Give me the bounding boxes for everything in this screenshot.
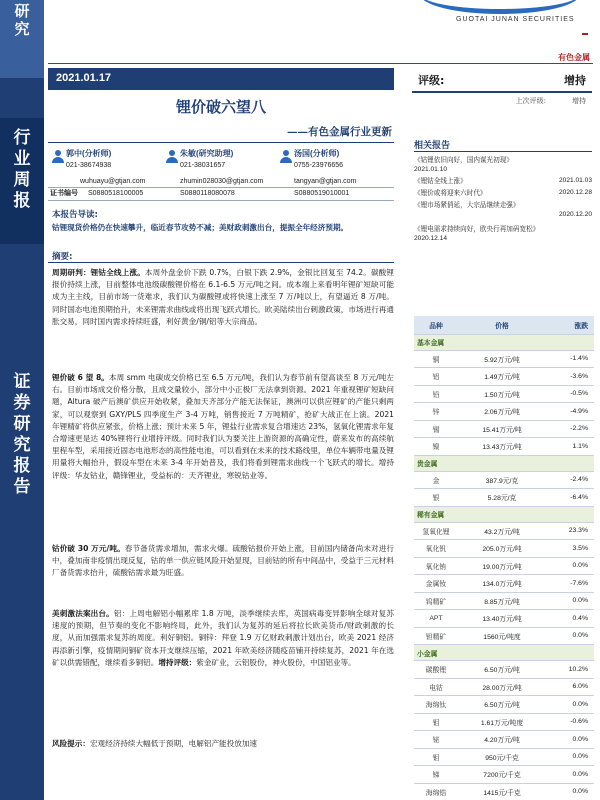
related-report-date: 2020.12.14 <box>414 235 448 242</box>
table-group-row <box>414 455 594 471</box>
paragraph-cobalt <box>52 543 394 580</box>
metal-name-cell: 铝 <box>414 368 458 386</box>
table-row <box>414 610 594 628</box>
change-cell: -3.6% <box>546 368 594 386</box>
side-strip <box>0 0 44 800</box>
metal-name-cell: 金 <box>414 471 458 489</box>
price-cell: 5.92万元/吨 <box>458 350 546 368</box>
table-group-row <box>414 645 594 661</box>
table-row <box>414 766 594 784</box>
brand-logo-text: GUOTAI JUNAN SECURITIES <box>456 16 575 23</box>
analyst-card <box>66 148 111 172</box>
analyst-cert: S0880118080078 <box>180 190 235 197</box>
title-divider <box>48 142 394 143</box>
related-report-date: 2020.12.20 <box>558 211 592 218</box>
price-cell: 28.00万元/吨 <box>458 678 546 696</box>
price-cell: 205.0万元/吨 <box>458 540 546 558</box>
table-group-label: 贵金属 <box>414 455 594 471</box>
price-cell: 1.61万元/吨度 <box>458 713 546 731</box>
metal-name-cell: 银 <box>414 489 458 507</box>
table-row <box>414 420 594 438</box>
table-row <box>414 731 594 749</box>
change-cell: -7.6% <box>546 575 594 593</box>
analyst-name: 汤国(分析师) <box>294 149 340 158</box>
change-cell: 6.0% <box>546 678 594 696</box>
related-reports-divider <box>414 151 592 152</box>
table-row <box>414 368 594 386</box>
change-cell: 3.5% <box>546 540 594 558</box>
change-cell: 10.2% <box>546 661 594 679</box>
related-report-item[interactable] <box>414 224 592 244</box>
paragraph-text: 本周 smm 电碳成交价格已至 6.5 万元/吨，我们认为春节前有望高谈至 8 万元/吨左右。目前市场成交价格分散，且成交量较小，部分中小正极厂无法拿到资源。2021 年重视锂矿短缺问题，Altura 破产后澳矿供应开始收紧，叠加天齐部分产能无法保证，澳洲可以供应锂矿的产能只剩两家，可以观察到 GXY/PLS 四季度生产 3-4 万吨，销售接近 7 万吨精矿，抢矿大战正在上演。2021 年锂精矿将供应紧张，价格上涨；预计未来 5 年，锂盐行业需求复合增速达 23%，氢氧化锂需求年复合增速更是达 40%锂将行业增持评级。同时我们认为要关注上游资源的高确定性，蔚来发布的高续航里程车型，采用接近固态电池形态的高性能电池，可以看到在未来的技术路线里，单位车辆带电量及锂用量将大幅抬升，假设车型在未来 3-4 年开始普及，我们将看到锂需求曲线一个飞跃式的增长。增持评级：华友钴业，赣锋锂业，受益标的：天齐锂业，寒锐钴业等。 <box>52 373 394 480</box>
change-cell: 0.0% <box>546 627 594 645</box>
rating-box <box>412 68 592 106</box>
paragraph-text: 紫金矿业，云铝股份，神火股份，中国铝业等。 <box>196 657 356 667</box>
table-row <box>414 748 594 766</box>
change-cell: -4.9% <box>546 403 594 421</box>
price-cell: 1.50万元/吨 <box>458 385 546 403</box>
table-header-cell: 价格 <box>458 316 546 334</box>
metal-name-cell: 铜 <box>414 350 458 368</box>
table-header-cell: 涨跌 <box>546 316 594 334</box>
analyst-phone: 0755-23976656 <box>294 162 344 169</box>
analyst-card <box>180 148 233 172</box>
paragraph-lithium <box>52 372 394 482</box>
table-row <box>414 522 594 540</box>
metal-name-cell: 海绵锆 <box>414 783 458 800</box>
price-cell: 5.28元/克 <box>458 489 546 507</box>
paragraph-lead: 周期研判：锂钴全线上涨。 <box>52 268 145 277</box>
price-cell: 1.49万元/吨 <box>458 368 546 386</box>
risk-warning <box>52 738 394 750</box>
price-cell: 1415元/千克 <box>458 783 546 800</box>
paragraph-text: 春节备货需求增加，需求火爆。硫酸钴报价开始上涨，目前国内储备尚未对进行中，叠加南非疫情出现反复，钴的单一供应链风险开始显现，目前钴的所有中间品中，受益于三元材料厂备货需求抬升，硫酸钴需求最为旺盛。 <box>52 544 394 578</box>
metal-name-cell: 锌 <box>414 403 458 421</box>
table-group-row <box>414 334 594 350</box>
analyst-divider <box>48 200 394 201</box>
table-row <box>414 575 594 593</box>
metal-name-cell: APT <box>414 610 458 628</box>
metal-name-cell: 钨精矿 <box>414 592 458 610</box>
change-cell: -0.5% <box>546 385 594 403</box>
metal-name-cell: 钼 <box>414 748 458 766</box>
paragraph-text: 铝：上周电解铝小幅累库 1.8 万吨，淡季继续去库，英国病毒变异影响全球对复苏速度的预期，但节奏的变化不影响终局，此外，我们认为复苏的延后将拉长欧美货币/财政刺激的长度，从而加强需求复苏的周度。利好铜铝。铜锌：拜登 1.9 万亿财政刺激计划出台，欧美 2021 经济再添新引擎，疫情期间铜矿资本开支继续压缩，2021 年欧美经济随疫苗铺开持续复苏，2021 年在选矿以供需错配，继续看多铜铝。 <box>52 609 395 667</box>
previous-rating-value: 增持 <box>572 97 586 105</box>
change-cell: 23.3% <box>546 522 594 540</box>
table-header-cell: 品种 <box>414 316 458 334</box>
metal-name-cell: 金属钕 <box>414 575 458 593</box>
price-cell: 134.0万元/吨 <box>458 575 546 593</box>
report-title: 锂价破六望八 <box>175 98 266 116</box>
price-cell: 15.41万元/吨 <box>458 420 546 438</box>
category-tag: 有色金属 <box>558 53 590 62</box>
change-cell: 0.0% <box>546 592 594 610</box>
paragraph-lead: 钴价破 30 万元/吨。 <box>52 544 125 553</box>
table-row <box>414 661 594 679</box>
risk-lead: 风险提示： <box>52 739 90 748</box>
table-group-row <box>414 506 594 522</box>
related-report-text[interactable]: 《锂钴全线上涨》 <box>414 177 467 185</box>
related-report-item[interactable] <box>414 188 592 198</box>
price-cell: 387.9元/克 <box>458 471 546 489</box>
related-report-text[interactable]: 《锂电需求持续向好，欧央行再加码宽松》 <box>414 225 540 233</box>
analyst-phone: 021-38674938 <box>66 162 112 169</box>
table-header-row <box>414 316 594 334</box>
table-row <box>414 713 594 731</box>
guide-title: 本报告导读: <box>52 210 98 220</box>
metal-name-cell: 铋 <box>414 731 458 749</box>
related-report-item[interactable] <box>414 155 592 175</box>
price-cell: 8.85万元/吨 <box>458 592 546 610</box>
analyst-person-icon <box>280 150 292 164</box>
table-row <box>414 540 594 558</box>
change-cell: 0.0% <box>546 783 594 800</box>
related-report-text[interactable]: 《锂价或将迎来六时代》 <box>414 189 487 197</box>
price-cell: 6.50万元/吨 <box>458 661 546 679</box>
header-bar <box>56 33 588 45</box>
metal-name-cell: 镍 <box>414 438 458 456</box>
table-row <box>414 350 594 368</box>
analyst-person-icon <box>166 150 178 164</box>
related-report-date: 2021.01.10 <box>414 166 448 173</box>
abstract-divider <box>48 262 394 263</box>
change-cell: 0.0% <box>546 557 594 575</box>
table-row <box>414 592 594 610</box>
related-report-item[interactable] <box>414 200 592 220</box>
table-row <box>414 696 594 714</box>
metal-name-cell: 海绵钛 <box>414 696 458 714</box>
rating-label: 评级: <box>418 74 445 87</box>
change-cell: -6.4% <box>546 489 594 507</box>
price-cell: 950元/千克 <box>458 748 546 766</box>
previous-rating-label: 上次评级: <box>515 97 546 105</box>
metal-name-cell: 铅 <box>414 385 458 403</box>
brand-logo-icon <box>420 0 580 14</box>
table-row <box>414 489 594 507</box>
price-cell: 2.06万元/吨 <box>458 403 546 421</box>
analyst-phone: 021-38031657 <box>180 162 226 169</box>
header-divider <box>48 63 593 64</box>
price-cell: 13.40万元/吨 <box>458 610 546 628</box>
table-group-label: 小金属 <box>414 645 594 661</box>
metal-name-cell: 锡 <box>414 420 458 438</box>
table-group-label: 稀有金属 <box>414 506 594 522</box>
analyst-person-icon <box>52 150 64 164</box>
change-cell: -0.6% <box>546 713 594 731</box>
analyst-email[interactable]: wuhuayu@gtjan.com <box>80 178 146 185</box>
table-row <box>414 783 594 800</box>
side-label-weekly: 行 业 周 报 <box>13 128 31 211</box>
change-cell: 1.1% <box>546 438 594 456</box>
analyst-name: 郭中(分析师) <box>66 149 112 158</box>
metal-price-table <box>414 316 594 800</box>
related-reports-title: 相关报告 <box>414 141 451 151</box>
change-cell: 0.0% <box>546 696 594 714</box>
change-cell: 0.0% <box>546 766 594 784</box>
table-row <box>414 627 594 645</box>
paragraph-lead: 增持评级： <box>158 657 197 667</box>
related-report-date: 2020.12.28 <box>558 189 592 196</box>
cert-label: 证书编号 <box>50 190 78 197</box>
metal-name-cell: 氧化铕 <box>414 557 458 575</box>
price-cell: 6.50万元/吨 <box>458 696 546 714</box>
paragraph-lead: 美刺激法案出台。 <box>52 609 114 618</box>
side-label-stock-research: 研 究 <box>14 2 30 38</box>
analyst-name: 朱敏(研究助理) <box>180 149 234 158</box>
price-cell: 13.43万元/吨 <box>458 438 546 456</box>
related-report-date: 2021.01.03 <box>558 177 592 184</box>
metal-name-cell: 碳酸锂 <box>414 661 458 679</box>
table-row <box>414 557 594 575</box>
change-cell: 0.0% <box>546 748 594 766</box>
metal-name-cell: 氧化钒 <box>414 540 458 558</box>
analyst-card <box>294 148 343 172</box>
risk-text: 宏观经济持续大幅低于预期，电解铝产能投放加速 <box>89 739 258 748</box>
metal-name-cell: 电钴 <box>414 678 458 696</box>
change-cell: 0.4% <box>546 610 594 628</box>
related-report-text[interactable]: 《锂市场紧俏延，大宗品继续走强》 <box>414 201 520 209</box>
metal-name-cell: 锑 <box>414 766 458 784</box>
change-cell: 0.0% <box>546 731 594 749</box>
paragraph-text: 本周外盘金价下跌 0.7%，白银下跌 2.9%，金银比回复至 74.2。碳酸锂报价持续上涨，目前整体电池级碳酸锂价格在 6.1-6.5 万元/吨之间。成本端上来看明年锂矿短缺可能成为主主线，目前市场一货难求，我们认为碳酸锂或将快速上涨至 7 万/吨以上，有望逼近 8 万/吨。同时国态电池预期抬升，未来锂需求曲线或将出现飞跃式增长。欧美陆续出台刺激政策，市场进行再通胀交易，同时国内需求持续旺盛，利好黄金/铜/铝等大宗商品。 <box>52 268 395 326</box>
table-row <box>414 438 594 456</box>
metal-name-cell: 钽精矿 <box>414 627 458 645</box>
analyst-email[interactable]: tangyan@gtjan.com <box>294 178 357 185</box>
change-cell: -2.4% <box>546 471 594 489</box>
table-row <box>414 385 594 403</box>
paragraph-cycle <box>52 267 394 328</box>
price-cell: 7200元/千克 <box>458 766 546 784</box>
table-row <box>414 403 594 421</box>
paragraph-lead: 锂价破 6 望 8。 <box>52 373 109 382</box>
table-row <box>414 678 594 696</box>
table-row <box>414 471 594 489</box>
report-subtitle: ——有色金属行业更新 <box>287 126 392 138</box>
analyst-cert: S0880518100005 <box>88 190 144 197</box>
related-report-item[interactable] <box>414 176 592 186</box>
price-cell: 43.2万元/吨 <box>458 522 546 540</box>
price-cell: 19.00万元/吨 <box>458 557 546 575</box>
metal-name-cell: 氢氧化锂 <box>414 522 458 540</box>
report-date: 2021.01.17 <box>48 68 394 90</box>
paragraph-stimulus <box>52 608 394 669</box>
analyst-email[interactable]: zhumin028030@gtjan.com <box>180 178 264 185</box>
related-report-text[interactable]: 《钴锂依旧向好，国内谋光初现》 <box>414 156 513 164</box>
side-label-securities-report: 证 券 研 究 报 告 <box>13 372 31 497</box>
change-cell: -1.4% <box>546 350 594 368</box>
abstract-title: 摘要: <box>52 252 73 262</box>
price-cell: 1560元/吨度 <box>458 627 546 645</box>
guide-text: 钴锂现货价格仍在快速攀升，临近春节攻势不减；美财政刺激出台，提振全年经济预期。 <box>52 223 349 232</box>
metal-name-cell: 钼 <box>414 713 458 731</box>
analyst-cert: S0880519010001 <box>294 190 350 197</box>
rating-value: 增持 <box>564 74 586 87</box>
price-cell: 4.20万元/吨 <box>458 731 546 749</box>
change-cell: -2.2% <box>546 420 594 438</box>
table-group-label: 基本金属 <box>414 334 594 350</box>
